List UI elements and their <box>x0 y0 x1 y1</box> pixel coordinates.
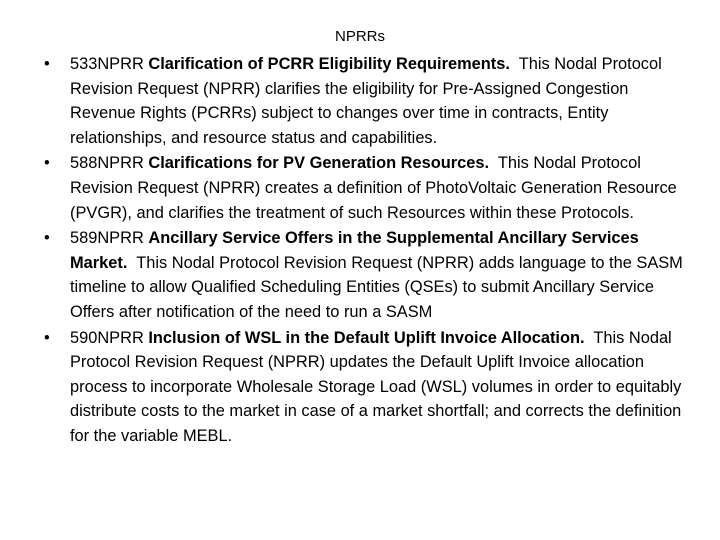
slide-title: NPRRs <box>334 28 385 45</box>
list-item <box>44 52 694 150</box>
bullet-icon: • <box>44 154 50 173</box>
bullet-icon: • <box>44 229 50 248</box>
list-item <box>44 326 694 449</box>
item-body: This Nodal Protocol Revision Request (NPRR) updates the Default Uplift Invoice allocation process to incorporate Wholesale Storage Load (WSL) volumes in order to equitably distribute costs to the market in case of a market shortfall; and corrects the definition for the variable MEBL. <box>70 328 682 445</box>
item-body: This Nodal Protocol Revision Request (NPRR) creates a definition of PhotoVoltaic Generation Resource (PVGR), and clarifies the treatment of such Resources within these Protocols. <box>70 154 677 222</box>
item-heading: Ancillary Service Offers in the Supplemental Ancillary Services Market. <box>70 229 639 272</box>
list-item <box>44 151 694 225</box>
item-heading: Clarifications for PV Generation Resources. <box>148 154 490 173</box>
item-id: 590NPRR <box>70 328 144 347</box>
bullet-icon: • <box>44 328 50 347</box>
list-item <box>44 226 694 324</box>
item-id: 588NPRR <box>70 154 144 173</box>
item-heading: Inclusion of WSL in the Default Uplift Invoice Allocation. <box>148 328 585 347</box>
bullet-list <box>44 52 694 450</box>
item-body: This Nodal Protocol Revision Request (NPRR) adds language to the SASM timeline to allow Qualified Scheduling Entities (QSEs) to submit Ancillary Service Offers after notification of the need to run a SASM <box>70 253 683 321</box>
item-id: 533NPRR <box>70 55 144 73</box>
item-id: 589NPRR <box>70 229 144 248</box>
item-heading: Clarification of PCRR Eligibility Requirements. <box>148 55 510 73</box>
bullet-icon: • <box>44 55 50 73</box>
item-body: This Nodal Protocol Revision Request (NPRR) clarifies the eligibility for Pre-Assigned Congestion Revenue Rights (PCRRs) subject to changes over time in contracts, Entity relationships, and resource status and capabilities. <box>70 55 662 147</box>
